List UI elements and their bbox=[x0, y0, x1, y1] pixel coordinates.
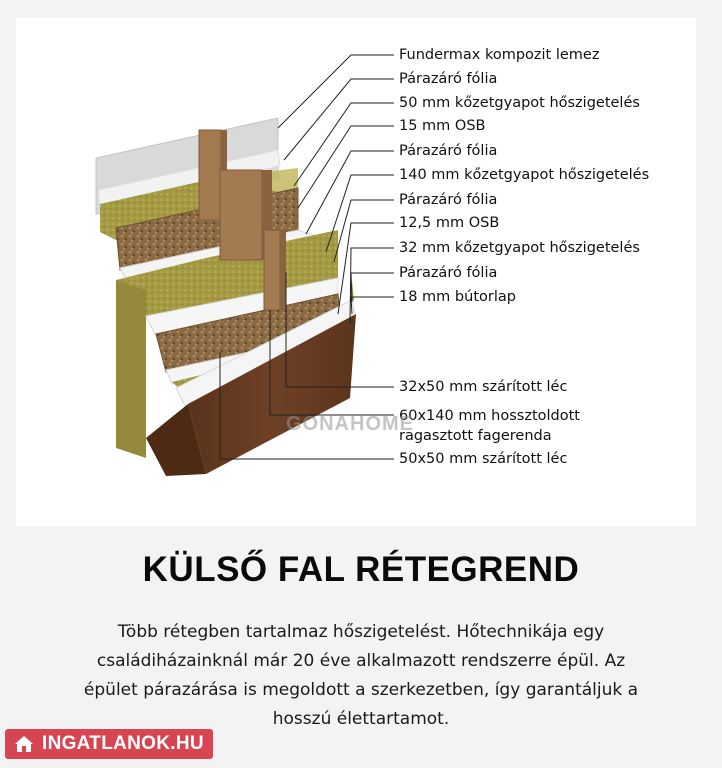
callout-fundermax: Fundermax kompozit lemez bbox=[399, 47, 600, 63]
callout-kozet140: 140 mm kőzetgyapot hőszigetelés bbox=[399, 167, 650, 183]
watermark-text: GONAHOME bbox=[286, 413, 414, 435]
leader-line-parazaro1 bbox=[284, 79, 394, 160]
leader-line-osb15 bbox=[298, 126, 394, 208]
callout-lec32: 32x50 mm szárított léc bbox=[399, 379, 568, 395]
leader-line-lec32 bbox=[286, 272, 394, 387]
house-icon bbox=[12, 732, 36, 756]
callout-parazaro4: Párazáró fólia bbox=[399, 265, 498, 281]
leader-line-lec50 bbox=[220, 352, 394, 459]
badge-label: INGATLANOK.HU bbox=[42, 733, 204, 754]
leader-line-osb125 bbox=[338, 223, 394, 314]
leader-line-kozet140 bbox=[326, 175, 394, 252]
leader-line-parazaro3 bbox=[334, 200, 394, 262]
leader-line-gerenda bbox=[270, 310, 394, 415]
callout-parazaro1: Párazáró fólia bbox=[399, 71, 498, 87]
page-title: KÜLSŐ FAL RÉTEGREND bbox=[142, 550, 580, 589]
callout-parazaro2: Párazáró fólia bbox=[399, 143, 498, 159]
callout-gerenda: 60x140 mm hossztoldott ragasztott fagerenda bbox=[399, 408, 580, 444]
leader-line-parazaro2 bbox=[306, 151, 394, 234]
leader-line-fundermax bbox=[278, 55, 394, 128]
leader-line-parazaro4 bbox=[351, 273, 394, 302]
leader-line-kozet32 bbox=[350, 248, 394, 324]
callout-kozet32: 32 mm kőzetgyapot hőszigetelés bbox=[399, 240, 640, 256]
callout-lec50: 50x50 mm szárított léc bbox=[399, 451, 568, 467]
callout-parazaro3: Párazáró fólia bbox=[399, 192, 498, 208]
callout-osb125: 12,5 mm OSB bbox=[399, 215, 500, 231]
callout-kozet50: 50 mm kőzetgyapot hőszigetelés bbox=[399, 95, 640, 111]
leader-line-butorlap bbox=[351, 297, 394, 314]
wall-layer-diagram bbox=[16, 18, 696, 526]
callout-osb15: 15 mm OSB bbox=[399, 118, 486, 134]
callout-butorlap: 18 mm bútorlap bbox=[399, 289, 516, 305]
leader-line-kozet50 bbox=[294, 103, 394, 186]
source-badge[interactable] bbox=[5, 729, 213, 759]
description-text: Több rétegben tartalmaz hőszigetelést. Hőtechnikája egy családiházainknál már 20 éve alkalmazott rendszerre épül. Az épület párazárása is megoldott a szerkezetben, így garantáljuk a hosszú élettartamot. bbox=[83, 622, 639, 729]
